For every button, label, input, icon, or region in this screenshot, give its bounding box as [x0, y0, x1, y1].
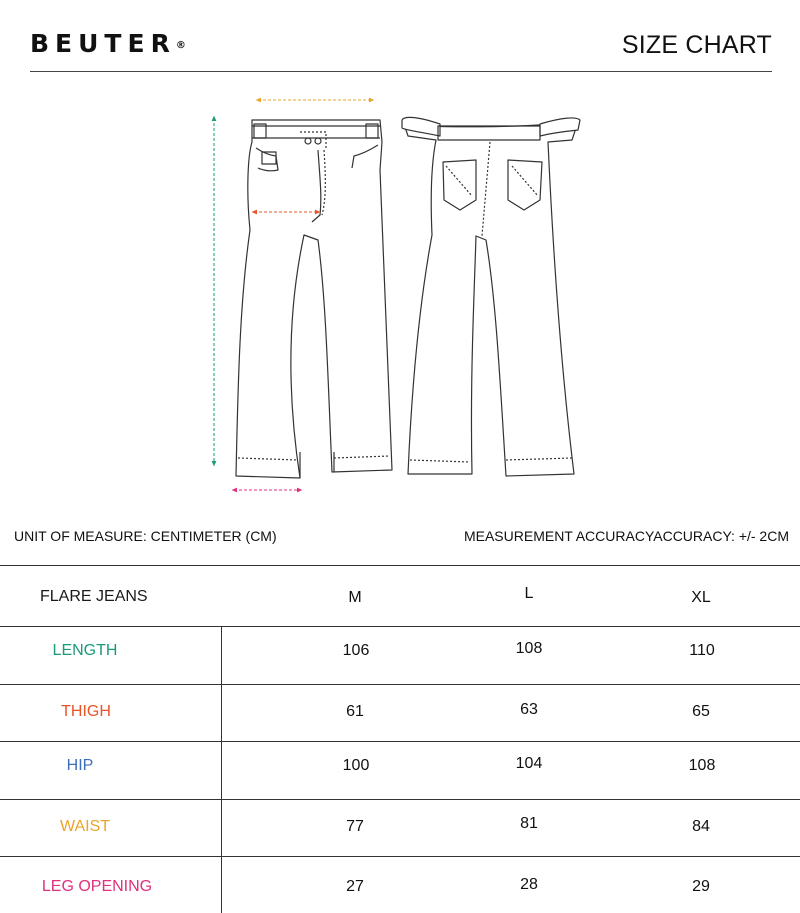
jeans-illustration: [0, 80, 800, 500]
header-divider: [30, 71, 772, 72]
row-label-leg-opening: LEG OPENING: [41, 878, 153, 895]
table-cell: 106: [342, 642, 370, 659]
table-divider: [0, 856, 800, 857]
table-divider: [0, 741, 800, 742]
table-divider: [0, 626, 800, 627]
table-cell: 110: [689, 642, 715, 659]
table-cell: 100: [342, 757, 370, 774]
row-label-thigh: THIGH: [61, 703, 111, 720]
table-cell: 84: [692, 818, 710, 835]
table-cell: 29: [692, 878, 710, 895]
table-cell: 104: [515, 755, 543, 772]
row-label-hip: HIP: [66, 757, 94, 774]
table-cell: 65: [692, 703, 710, 720]
table-cell: 108: [688, 757, 716, 774]
unit-of-measure-note: UNIT OF MEASURE: CENTIMETER (CM): [14, 528, 277, 544]
table-cell: 27: [346, 878, 364, 895]
size-header-xl: XL: [691, 589, 711, 606]
product-name: FLARE JEANS: [40, 588, 148, 605]
table-cell: 28: [520, 876, 538, 893]
table-cell: 81: [520, 815, 538, 832]
front-jeans-drawing: [236, 120, 392, 478]
table-divider: [0, 799, 800, 800]
table-divider: [0, 565, 800, 566]
brand-name: BEUTER: [30, 29, 176, 58]
table-divider: [0, 684, 800, 685]
size-header-l: L: [524, 585, 534, 602]
back-jeans-drawing: [402, 117, 580, 476]
table-cell: 61: [346, 703, 364, 720]
table-cell: 77: [346, 818, 364, 835]
page-title: SIZE CHART: [621, 31, 772, 59]
brand-logo: [30, 30, 186, 58]
row-label-length: LENGTH: [52, 642, 118, 659]
registered-mark: ®: [175, 40, 186, 51]
table-column-divider: [221, 626, 222, 913]
table-cell: 63: [520, 701, 538, 718]
measurement-accuracy-note: MEASUREMENT ACCURACYACCURACY: +/- 2CM: [463, 528, 789, 544]
table-cell: 108: [515, 640, 543, 657]
row-label-waist: WAIST: [59, 818, 111, 835]
size-header-m: M: [348, 589, 362, 606]
